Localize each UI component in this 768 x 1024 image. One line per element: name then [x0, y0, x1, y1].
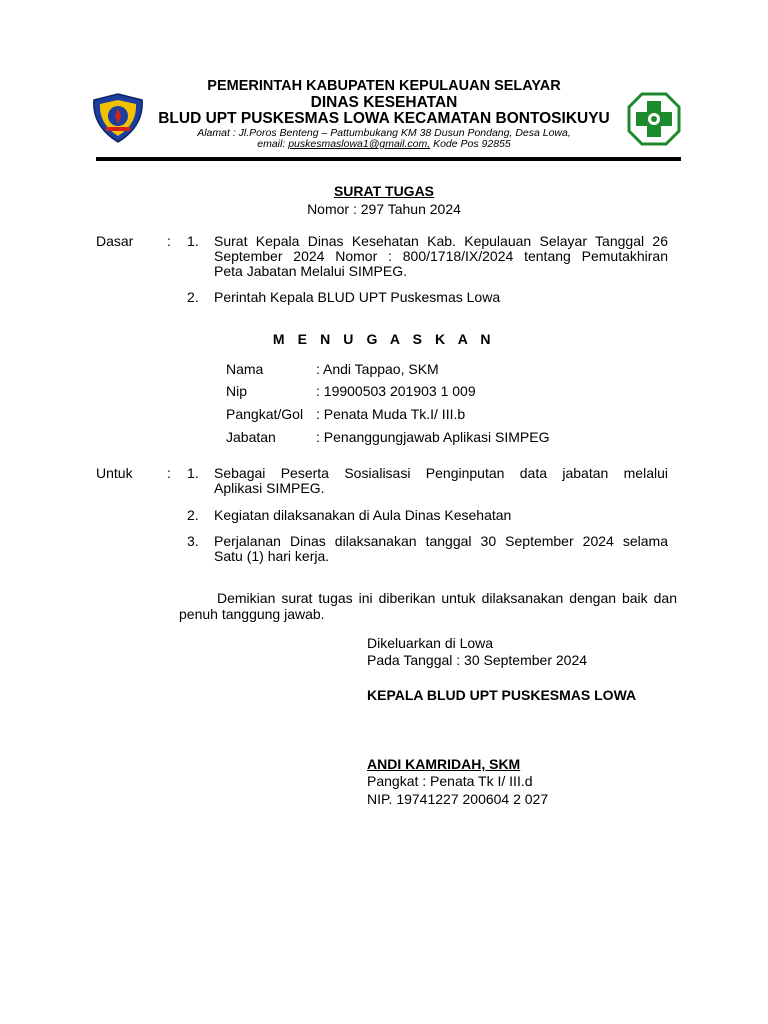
- document-number: Nomor : 297 Tahun 2024: [307, 201, 461, 217]
- dasar-item-text-main: Surat Kepala Dinas Kesehatan Kab. Kepulauan Selayar Tanggal 26 September 2024 Nomor : 800/1718/IX/2024 tentang Pemutakhiran: [214, 233, 668, 264]
- pegawai-pangkat-label: Pangkat/Gol: [226, 406, 304, 422]
- pegawai-pangkat-value: : Penata Muda Tk.I/ III.b: [316, 406, 466, 422]
- dasar-item-number: 2.: [187, 289, 199, 305]
- untuk-item-number: 1.: [187, 465, 199, 481]
- postcode: Kode Pos 92855: [430, 138, 511, 150]
- signatory-nip: NIP. 19741227 200604 2 027: [367, 791, 549, 807]
- untuk-item-text: [214, 466, 668, 496]
- untuk-colon: :: [167, 465, 171, 481]
- pegawai-nama-label: Nama: [226, 361, 264, 377]
- dasar-colon: :: [167, 233, 171, 249]
- kop-address: Alamat : Jl.Poros Benteng – Pattumbukang KM 38 Dusun Pondang, Desa Lowa,: [197, 127, 571, 139]
- signatory-name: ANDI KAMRIDAH, SKM: [367, 756, 521, 772]
- untuk-item-text: [214, 534, 668, 564]
- untuk-item-text-main: Perjalanan Dinas dilaksanakan tanggal 30 September 2024 selama: [214, 533, 668, 549]
- signatory-position: KEPALA BLUD UPT PUSKESMAS LOWA: [367, 687, 637, 703]
- signatory-rank: Pangkat : Penata Tk I/ III.d: [367, 773, 533, 789]
- pegawai-nama-value: : Andi Tappao, SKM: [316, 361, 439, 377]
- dasar-item-number: 1.: [187, 233, 199, 249]
- pegawai-jabatan-label: Jabatan: [226, 429, 276, 445]
- dasar-item-text: [214, 234, 668, 279]
- kop-department: DINAS KESEHATAN: [310, 94, 458, 111]
- pegawai-nip-label: Nip: [226, 383, 248, 399]
- kop-institution: BLUD UPT PUSKESMAS LOWA KECAMATAN BONTOSIKUYU: [158, 110, 610, 127]
- dasar-item-text: Perintah Kepala BLUD UPT Puskesmas Lowa: [214, 289, 501, 305]
- dasar-label: Dasar: [96, 233, 134, 249]
- email-label: email:: [257, 138, 289, 150]
- untuk-label: Untuk: [96, 465, 133, 481]
- untuk-item-number: 2.: [187, 507, 199, 523]
- closing-paragraph: Demikian surat tugas ini diberikan untuk dilaksanakan dengan baik dan penuh tanggung jawab.: [179, 590, 677, 622]
- dasar-item-text-tail: Peta Jabatan Melalui SIMPEG.: [214, 263, 407, 279]
- kop-contact: [0, 138, 768, 150]
- kop-government: PEMERINTAH KABUPATEN KEPULAUAN SELAYAR: [207, 78, 561, 94]
- letterhead-rule: [96, 157, 681, 161]
- pegawai-jabatan-value: : Penanggungjawab Aplikasi SIMPEG: [316, 429, 550, 445]
- untuk-item-text: Kegiatan dilaksanakan di Aula Dinas Kesehatan: [214, 507, 512, 523]
- email-link[interactable]: puskesmaslowa1@gmail.com,: [288, 138, 431, 150]
- untuk-item-text-tail: Aplikasi SIMPEG.: [214, 480, 325, 496]
- untuk-item-number: 3.: [187, 533, 199, 549]
- document-title: SURAT TUGAS: [333, 183, 435, 199]
- issued-place: Dikeluarkan di Lowa: [367, 635, 494, 651]
- pegawai-nip-value: : 19900503 201903 1 009: [316, 383, 476, 399]
- untuk-item-text-tail: Satu (1) hari kerja.: [214, 548, 330, 564]
- untuk-item-text-main: Sebagai Peserta Sosialisasi Penginputan data jabatan melalui: [214, 465, 668, 481]
- menugaskan-heading: M E N U G A S K A N: [272, 331, 496, 347]
- issued-date: Pada Tanggal : 30 September 2024: [367, 652, 588, 668]
